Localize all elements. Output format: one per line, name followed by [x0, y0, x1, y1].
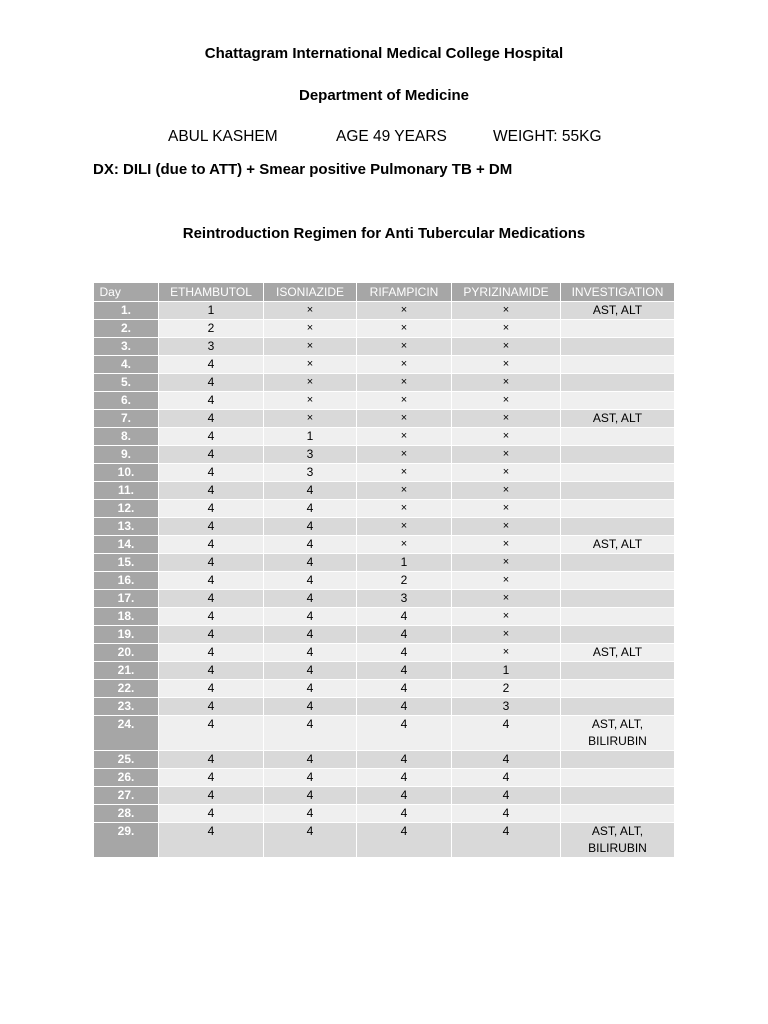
rifampicin-cell: 4 — [357, 662, 452, 680]
table-row — [94, 751, 675, 769]
ethambutol-cell: 4 — [159, 626, 264, 644]
table-row — [94, 554, 675, 572]
ethambutol-cell: 4 — [159, 446, 264, 464]
ethambutol-cell: 4 — [159, 805, 264, 823]
rifampicin-cell: × — [357, 518, 452, 536]
day-cell: 11. — [94, 482, 159, 500]
table-row — [94, 374, 675, 392]
table-row — [94, 680, 675, 698]
rifampicin-cell: 4 — [357, 626, 452, 644]
pyrizinamide-cell: 4 — [452, 823, 561, 858]
ethambutol-cell: 4 — [159, 751, 264, 769]
regimen-title: Reintroduction Regimen for Anti Tubercular Medications — [182, 225, 586, 242]
rifampicin-cell: × — [357, 536, 452, 554]
ethambutol-cell: 4 — [159, 769, 264, 787]
isoniazide-cell: 4 — [264, 805, 357, 823]
investigation-cell — [561, 698, 675, 716]
rifampicin-cell: 4 — [357, 769, 452, 787]
column-header-isoniazide: ISONIAZIDE — [264, 283, 357, 302]
isoniazide-cell: 4 — [264, 823, 357, 858]
pyrizinamide-cell: 3 — [452, 698, 561, 716]
isoniazide-cell: 4 — [264, 716, 357, 751]
pyrizinamide-cell: 4 — [452, 716, 561, 751]
investigation-cell — [561, 787, 675, 805]
isoniazide-cell: 4 — [264, 662, 357, 680]
table-row — [94, 608, 675, 626]
ethambutol-cell: 4 — [159, 410, 264, 428]
pyrizinamide-cell: × — [452, 518, 561, 536]
day-cell: 23. — [94, 698, 159, 716]
investigation-cell: AST, ALT — [561, 536, 675, 554]
investigation-cell — [561, 500, 675, 518]
pyrizinamide-cell: × — [452, 536, 561, 554]
isoniazide-cell: × — [264, 356, 357, 374]
pyrizinamide-cell: × — [452, 374, 561, 392]
day-cell: 2. — [94, 320, 159, 338]
table-row — [94, 338, 675, 356]
pyrizinamide-cell: × — [452, 410, 561, 428]
table-row — [94, 823, 675, 858]
investigation-cell: AST, ALT — [561, 410, 675, 428]
day-cell: 3. — [94, 338, 159, 356]
rifampicin-cell: × — [357, 302, 452, 320]
day-cell: 20. — [94, 644, 159, 662]
table-row — [94, 500, 675, 518]
isoniazide-cell: × — [264, 302, 357, 320]
rifampicin-cell: 4 — [357, 716, 452, 751]
isoniazide-cell: 4 — [264, 482, 357, 500]
investigation-cell — [561, 608, 675, 626]
day-cell: 22. — [94, 680, 159, 698]
investigation-cell — [561, 392, 675, 410]
ethambutol-cell: 4 — [159, 590, 264, 608]
pyrizinamide-cell: × — [452, 464, 561, 482]
ethambutol-cell: 4 — [159, 392, 264, 410]
pyrizinamide-cell: × — [452, 446, 561, 464]
table-row — [94, 572, 675, 590]
day-cell: 12. — [94, 500, 159, 518]
rifampicin-cell: 3 — [357, 590, 452, 608]
investigation-cell — [561, 769, 675, 787]
ethambutol-cell: 3 — [159, 338, 264, 356]
ethambutol-cell: 4 — [159, 554, 264, 572]
pyrizinamide-cell: × — [452, 428, 561, 446]
day-cell: 9. — [94, 446, 159, 464]
table-row — [94, 787, 675, 805]
rifampicin-cell: 4 — [357, 644, 452, 662]
patient-weight: WEIGHT: 55KG — [493, 128, 602, 145]
investigation-cell — [561, 428, 675, 446]
pyrizinamide-cell: 4 — [452, 805, 561, 823]
column-header-investigation: INVESTIGATION — [561, 283, 675, 302]
ethambutol-cell: 2 — [159, 320, 264, 338]
table-row — [94, 320, 675, 338]
table-row — [94, 644, 675, 662]
pyrizinamide-cell: × — [452, 320, 561, 338]
pyrizinamide-cell: × — [452, 608, 561, 626]
investigation-cell — [561, 482, 675, 500]
investigation-cell — [561, 680, 675, 698]
investigation-cell — [561, 572, 675, 590]
isoniazide-cell: 4 — [264, 590, 357, 608]
ethambutol-cell: 4 — [159, 536, 264, 554]
table-row — [94, 410, 675, 428]
day-cell: 16. — [94, 572, 159, 590]
column-header-ethambutol: ETHAMBUTOL — [159, 283, 264, 302]
isoniazide-cell: 4 — [264, 644, 357, 662]
pyrizinamide-cell: 2 — [452, 680, 561, 698]
day-cell: 8. — [94, 428, 159, 446]
rifampicin-cell: × — [357, 482, 452, 500]
rifampicin-cell: 4 — [357, 823, 452, 858]
day-cell: 18. — [94, 608, 159, 626]
investigation-cell: AST, ALT — [561, 302, 675, 320]
ethambutol-cell: 4 — [159, 608, 264, 626]
pyrizinamide-cell: × — [452, 554, 561, 572]
rifampicin-cell: × — [357, 320, 452, 338]
day-cell: 25. — [94, 751, 159, 769]
ethambutol-cell: 4 — [159, 572, 264, 590]
table-row — [94, 698, 675, 716]
rifampicin-cell: 4 — [357, 608, 452, 626]
investigation-cell: AST, ALT, BILIRUBIN — [561, 823, 675, 858]
investigation-cell: AST, ALT, BILIRUBIN — [561, 716, 675, 751]
table-row — [94, 805, 675, 823]
pyrizinamide-cell: 4 — [452, 769, 561, 787]
isoniazide-cell: 4 — [264, 769, 357, 787]
isoniazide-cell: 4 — [264, 518, 357, 536]
table-row — [94, 769, 675, 787]
department-name: Department of Medicine — [298, 87, 470, 104]
pyrizinamide-cell: 4 — [452, 751, 561, 769]
rifampicin-cell: 4 — [357, 751, 452, 769]
isoniazide-cell: × — [264, 374, 357, 392]
column-header-rifampicin: RIFAMPICIN — [357, 283, 452, 302]
rifampicin-cell: 4 — [357, 787, 452, 805]
day-cell: 10. — [94, 464, 159, 482]
table-row — [94, 662, 675, 680]
pyrizinamide-cell: 4 — [452, 787, 561, 805]
day-cell: 17. — [94, 590, 159, 608]
pyrizinamide-cell: 1 — [452, 662, 561, 680]
ethambutol-cell: 4 — [159, 662, 264, 680]
rifampicin-cell: × — [357, 500, 452, 518]
day-cell: 21. — [94, 662, 159, 680]
investigation-cell — [561, 356, 675, 374]
day-cell: 27. — [94, 787, 159, 805]
ethambutol-cell: 4 — [159, 356, 264, 374]
investigation-cell — [561, 590, 675, 608]
hospital-name: Chattagram International Medical College Hospital — [204, 45, 564, 62]
regimen-table — [93, 283, 675, 858]
table-row — [94, 536, 675, 554]
investigation-cell: AST, ALT — [561, 644, 675, 662]
ethambutol-cell: 4 — [159, 374, 264, 392]
rifampicin-cell: × — [357, 338, 452, 356]
isoniazide-cell: × — [264, 410, 357, 428]
table-row — [94, 464, 675, 482]
rifampicin-cell: × — [357, 392, 452, 410]
column-header-day: Day — [94, 283, 159, 302]
isoniazide-cell: 3 — [264, 464, 357, 482]
investigation-cell — [561, 446, 675, 464]
investigation-cell — [561, 751, 675, 769]
investigation-cell — [561, 554, 675, 572]
day-cell: 26. — [94, 769, 159, 787]
ethambutol-cell: 4 — [159, 482, 264, 500]
pyrizinamide-cell: × — [452, 338, 561, 356]
pyrizinamide-cell: × — [452, 644, 561, 662]
day-cell: 4. — [94, 356, 159, 374]
column-header-pyrizinamide: PYRIZINAMIDE — [452, 283, 561, 302]
table-row — [94, 482, 675, 500]
isoniazide-cell: 4 — [264, 626, 357, 644]
pyrizinamide-cell: × — [452, 626, 561, 644]
table-row — [94, 518, 675, 536]
ethambutol-cell: 4 — [159, 644, 264, 662]
table-row — [94, 392, 675, 410]
pyrizinamide-cell: × — [452, 356, 561, 374]
isoniazide-cell: × — [264, 338, 357, 356]
investigation-cell — [561, 662, 675, 680]
investigation-cell — [561, 464, 675, 482]
isoniazide-cell: × — [264, 320, 357, 338]
investigation-cell — [561, 805, 675, 823]
day-cell: 14. — [94, 536, 159, 554]
rifampicin-cell: × — [357, 446, 452, 464]
day-cell: 19. — [94, 626, 159, 644]
pyrizinamide-cell: × — [452, 590, 561, 608]
rifampicin-cell: × — [357, 374, 452, 392]
ethambutol-cell: 4 — [159, 787, 264, 805]
table-row — [94, 626, 675, 644]
rifampicin-cell: 2 — [357, 572, 452, 590]
investigation-cell — [561, 626, 675, 644]
day-cell: 13. — [94, 518, 159, 536]
ethambutol-cell: 4 — [159, 823, 264, 858]
isoniazide-cell: × — [264, 392, 357, 410]
rifampicin-cell: 4 — [357, 680, 452, 698]
pyrizinamide-cell: × — [452, 482, 561, 500]
pyrizinamide-cell: × — [452, 500, 561, 518]
isoniazide-cell: 4 — [264, 787, 357, 805]
ethambutol-cell: 1 — [159, 302, 264, 320]
isoniazide-cell: 4 — [264, 608, 357, 626]
table-row — [94, 590, 675, 608]
ethambutol-cell: 4 — [159, 698, 264, 716]
day-cell: 15. — [94, 554, 159, 572]
diagnosis: DX: DILI (due to ATT) + Smear positive Pulmonary TB + DM — [93, 161, 513, 178]
rifampicin-cell: 4 — [357, 805, 452, 823]
table-row — [94, 356, 675, 374]
table-row — [94, 428, 675, 446]
isoniazide-cell: 1 — [264, 428, 357, 446]
rifampicin-cell: 1 — [357, 554, 452, 572]
ethambutol-cell: 4 — [159, 428, 264, 446]
day-cell: 6. — [94, 392, 159, 410]
investigation-cell — [561, 374, 675, 392]
rifampicin-cell: × — [357, 356, 452, 374]
rifampicin-cell: × — [357, 428, 452, 446]
ethambutol-cell: 4 — [159, 518, 264, 536]
rifampicin-cell: × — [357, 464, 452, 482]
pyrizinamide-cell: × — [452, 572, 561, 590]
ethambutol-cell: 4 — [159, 716, 264, 751]
isoniazide-cell: 4 — [264, 698, 357, 716]
table-row — [94, 716, 675, 751]
rifampicin-cell: 4 — [357, 698, 452, 716]
rifampicin-cell: × — [357, 410, 452, 428]
isoniazide-cell: 4 — [264, 536, 357, 554]
day-cell: 29. — [94, 823, 159, 858]
patient-age: AGE 49 YEARS — [336, 128, 447, 145]
day-cell: 28. — [94, 805, 159, 823]
day-cell: 5. — [94, 374, 159, 392]
ethambutol-cell: 4 — [159, 680, 264, 698]
investigation-cell — [561, 518, 675, 536]
table-row — [94, 446, 675, 464]
isoniazide-cell: 3 — [264, 446, 357, 464]
isoniazide-cell: 4 — [264, 572, 357, 590]
isoniazide-cell: 4 — [264, 680, 357, 698]
patient-name: ABUL KASHEM — [168, 128, 278, 145]
day-cell: 7. — [94, 410, 159, 428]
isoniazide-cell: 4 — [264, 554, 357, 572]
ethambutol-cell: 4 — [159, 464, 264, 482]
pyrizinamide-cell: × — [452, 302, 561, 320]
isoniazide-cell: 4 — [264, 751, 357, 769]
ethambutol-cell: 4 — [159, 500, 264, 518]
pyrizinamide-cell: × — [452, 392, 561, 410]
table-header-row — [94, 283, 675, 302]
table-row — [94, 302, 675, 320]
investigation-cell — [561, 320, 675, 338]
day-cell: 1. — [94, 302, 159, 320]
day-cell: 24. — [94, 716, 159, 751]
investigation-cell — [561, 338, 675, 356]
isoniazide-cell: 4 — [264, 500, 357, 518]
